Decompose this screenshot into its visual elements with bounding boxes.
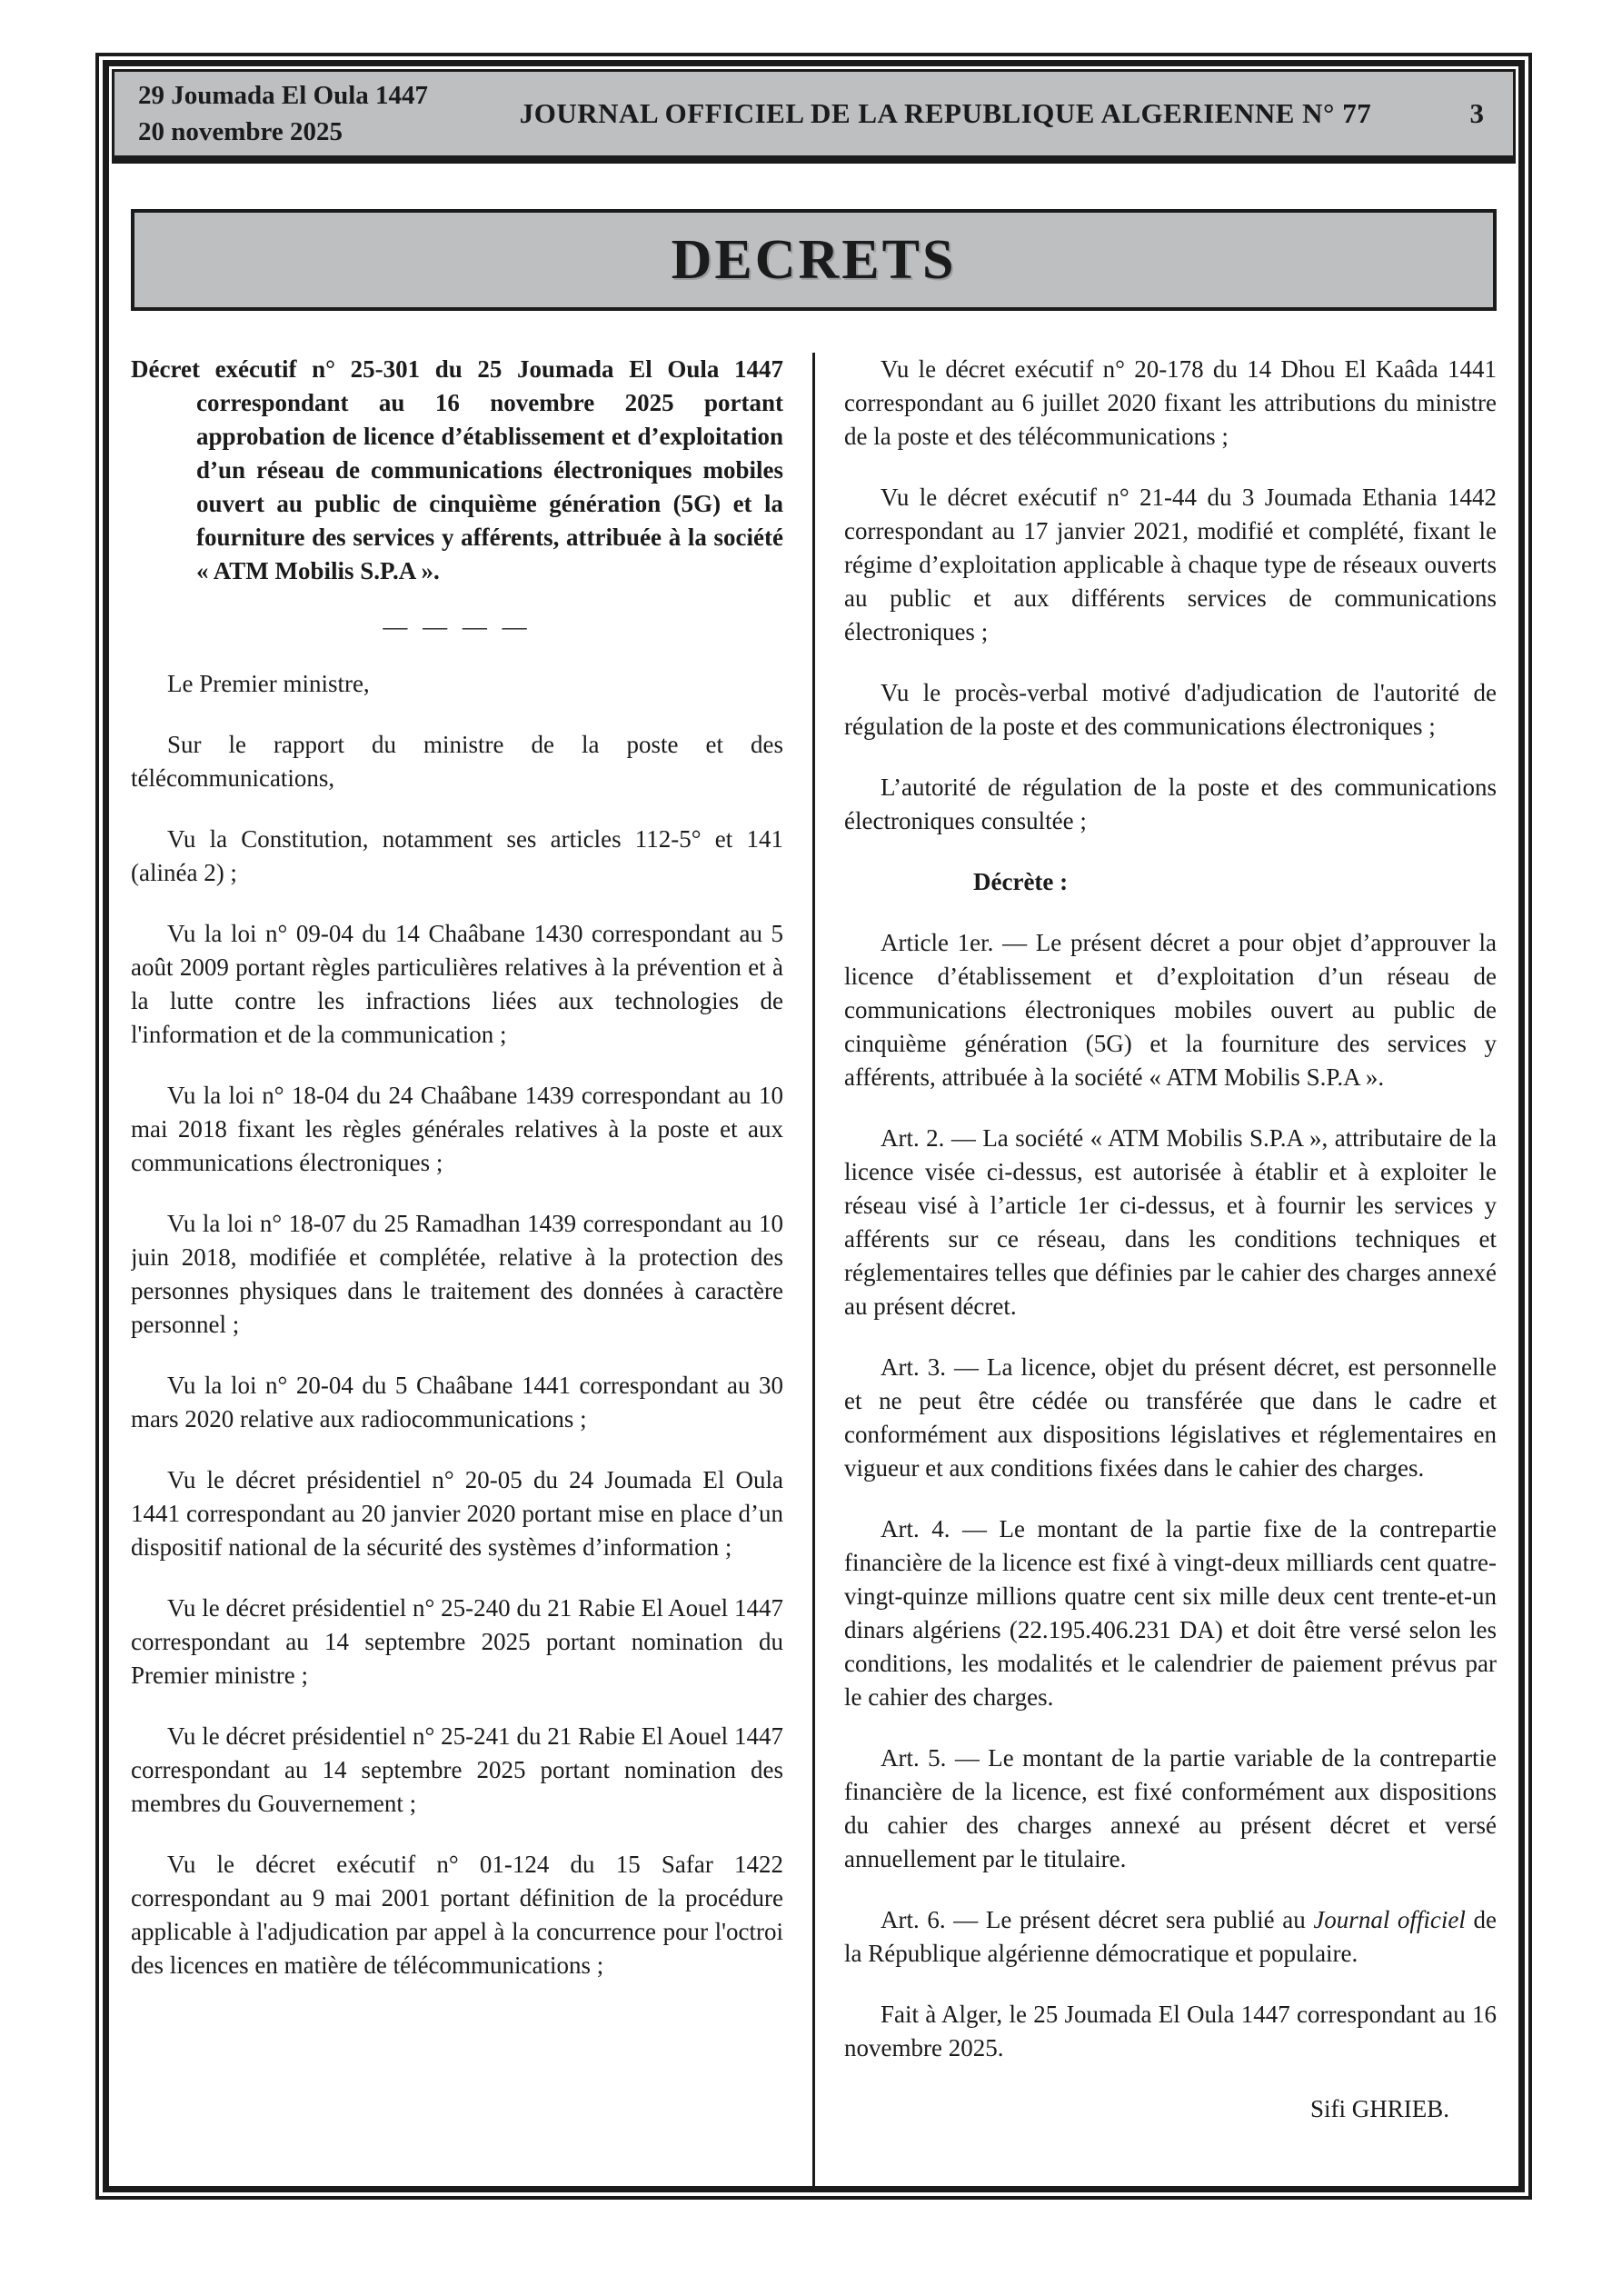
article-6-text: Art. 6. — Le présent décret sera publié au	[881, 1906, 1314, 1933]
paragraph-constitution: Vu la Constitution, notamment ses articles 112-5° et 141 (alinéa 2) ;	[131, 825, 783, 886]
separator-dashes: — — — —	[383, 613, 532, 640]
article-6-journal-officiel: Journal officiel	[1313, 1906, 1466, 1933]
paragraph-decret-20-05: Vu le décret présidentiel n° 20-05 du 24 Joumada El Oula 1441 correspondant au 20 janvier 2020 portant mise en place d’un dispositif national de la sécurité des systèmes d’information ;	[131, 1466, 783, 1561]
left-column	[131, 353, 783, 2186]
section-banner: DECRETS	[131, 209, 1497, 311]
text-columns	[131, 353, 1497, 2186]
page-number: 3	[1469, 97, 1484, 129]
paragraph-decret-25-241: Vu le décret présidentiel n° 25-241 du 21 Rabie El Aouel 1447 correspondant au 14 septembre 2025 portant nomination des membres du Gouvernement ;	[131, 1722, 783, 1817]
paragraph-autorite-consultee: L’autorité de régulation de la poste et des communications électroniques consultée ;	[844, 774, 1497, 834]
paragraph-decret-21-44: Vu le décret exécutif n° 21-44 du 3 Joumada Ethania 1442 correspondant au 17 janvier 2021, modifié et complété, fixant le régime d’exploitation applicable à chaque type de réseaux ouverts au public et aux différents services de communications électroniques ;	[844, 484, 1497, 645]
journal-title: JOURNAL OFFICIEL DE LA REPUBLIQUE ALGERIENNE N° 77	[519, 97, 1372, 129]
closing-statement: Fait à Alger, le 25 Joumada El Oula 1447 correspondant au 16 novembre 2025.	[844, 2001, 1497, 2061]
column-divider	[812, 353, 815, 2186]
article-2: Art. 2. — La société « ATM Mobilis S.P.A », attributaire de la licence visée ci-dessus, est autorisée à établir et à exploiter le réseau visé à l’article 1er ci-dessus, et à fournir les services y afférents sur ce réseau, dans les conditions techniques et réglementaires telles que définies par le cahier des charges annexé au présent décret.	[844, 1124, 1497, 1320]
paragraph-decret-01-124: Vu le décret exécutif n° 01-124 du 15 Safar 1422 correspondant au 9 mai 2001 portant définition de la procédure applicable à l'adjudication par appel à la concurrence pour l'octroi des licences en matière de télécommunications ;	[131, 1851, 783, 1979]
article-3: Art. 3. — La licence, objet du présent décret, est personnelle et ne peut être cédée ou transférée que dans le cadre et conformément aux dispositions législatives et réglementaires en vigueur et aux conditions fixées dans le cahier des charges.	[844, 1353, 1497, 1482]
paragraph-loi-20-04: Vu la loi n° 20-04 du 5 Chaâbane 1441 correspondant au 30 mars 2020 relative aux radiocommunications ;	[131, 1372, 783, 1433]
date-gregorian: 20 novembre 2025	[138, 117, 343, 146]
article-6-text-end: de la République algérienne démocratique et populaire.	[844, 1906, 1497, 1967]
paragraph-decret-25-240: Vu le décret présidentiel n° 25-240 du 21 Rabie El Aouel 1447 correspondant au 14 septembre 2025 portant nomination du Premier ministre ;	[131, 1594, 783, 1689]
signature-name: Sifi GHRIEB.	[1309, 2095, 1449, 2122]
page-frame-inner	[103, 60, 1525, 2192]
article-5: Art. 5. — Le montant de la partie variable de la contrepartie financière de la licence, est fixé conformément aux dispositions du cahier des charges annexé au présent décret et versé annuellement par le titulaire.	[844, 1744, 1497, 1872]
header-dates	[138, 77, 456, 150]
page-content	[109, 164, 1518, 2186]
paragraph-loi-18-04: Vu la loi n° 18-04 du 24 Chaâbane 1439 correspondant au 10 mai 2018 fixant les règles générales relatives à la poste et aux communications électroniques ;	[131, 1082, 783, 1176]
header-band	[112, 69, 1516, 164]
paragraph-loi-09-04: Vu la loi n° 09-04 du 14 Chaâbane 1430 correspondant au 5 août 2009 portant règles particulières relatives à la prévention et à la lutte contre les infractions liées aux technologies de l'information et de la communication ;	[131, 920, 783, 1048]
date-hijri: 29 Joumada El Oula 1447	[138, 81, 429, 110]
decree-title: Décret exécutif n° 25-301 du 25 Joumada El Oula 1447 correspondant au 16 novembre 2025 portant approbation de licence d’établissement et d’exploitation d’un réseau de communications électroniques mobiles ouvert au public de cinquième génération (5G) et la fourniture des services y afférents, attribuée à la société « ATM Mobilis S.P.A ».	[131, 355, 783, 584]
decree-heading: Décrète :	[973, 868, 1069, 895]
paragraph-rapport: Sur le rapport du ministre de la poste et des télécommunications,	[131, 731, 783, 792]
page-frame-outer	[95, 53, 1532, 2200]
article-4: Art. 4. — Le montant de la partie fixe de la contrepartie financière de la licence est fixé à vingt-deux milliards cent quatre-vingt-quinze millions quatre cent six mille deux cent trente-et-un dinars algériens (22.195.406.231 DA) et doit être versé selon les conditions, les modalités et le calendrier de paiement prévus par le cahier des charges.	[844, 1515, 1497, 1711]
paragraph-proces-verbal: Vu le procès-verbal motivé d'adjudication de l'autorité de régulation de la poste et des communications électroniques ;	[844, 679, 1497, 740]
right-column	[844, 353, 1497, 2186]
article-1: Article 1er. — Le présent décret a pour objet d’approuver la licence d’établissement et d’exploitation d’un réseau de communications électroniques mobiles ouvert au public de cinquième génération (5G) et la fourniture des services y afférents, attribuée à la société « ATM Mobilis S.P.A ».	[844, 929, 1497, 1091]
paragraph-decret-20-178: Vu le décret exécutif n° 20-178 du 14 Dhou El Kaâda 1441 correspondant au 6 juillet 2020 fixant les attributions du ministre de la poste et des télécommunications ;	[844, 355, 1497, 450]
paragraph-loi-18-07: Vu la loi n° 18-07 du 25 Ramadhan 1439 correspondant au 10 juin 2018, modifiée et complétée, relative à la protection des personnes physiques dans le traitement des données à caractère personnel ;	[131, 1210, 783, 1338]
paragraph-premier-ministre: Le Premier ministre,	[167, 670, 370, 697]
article-6	[844, 1903, 1497, 1971]
